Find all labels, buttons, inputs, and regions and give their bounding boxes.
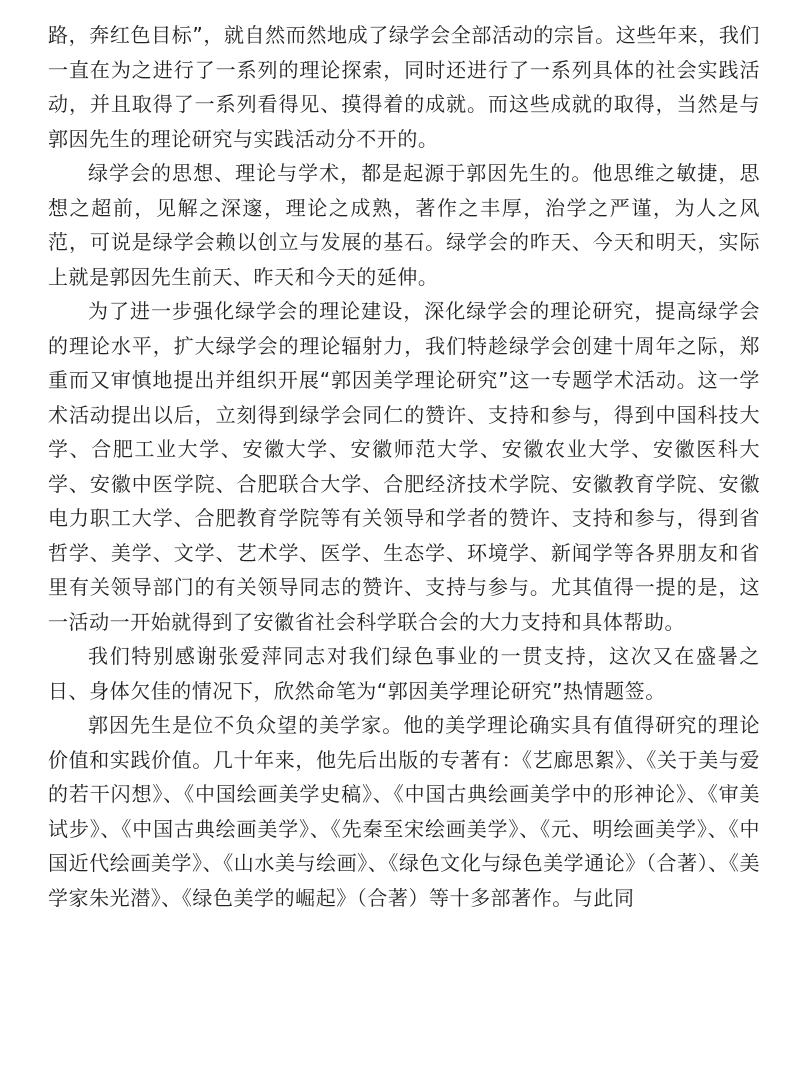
- paragraph-4: 我们特别感谢张爱萍同志对我们绿色事业的一贯支持，这次又在盛暑之日、身体欠佳的情况下，欣然命笔为“郭因美学理论研究”热情题签。: [48, 644, 760, 703]
- paragraph-2: 绿学会的思想、理论与学术，都是起源于郭因先生的。他思维之敏捷，思想之超前，见解之深邃，理论之成熟，著作之丰厚，治学之严谨，为人之风范，可说是绿学会赖以创立与发展的基石。绿学会的昨天、今天和明天，实际上就是郭因先生前天、昨天和今天的延伸。: [48, 161, 760, 289]
- paragraph-3: 为了进一步强化绿学会的理论建设，深化绿学会的理论研究，提高绿学会的理论水平，扩大绿学会的理论辐射力，我们特趁绿学会创建十周年之际，郑重而又审慎地提出并组织开展“郭因美学理论研究”这一专题学术活动。这一学术活动提出以后，立刻得到绿学会同仁的赞许、支持和参与，得到中国科技大学、合肥工业大学、安徽大学、安徽师范大学、安徽农业大学、安徽医科大学、安徽中医学院、合肥联合大学、合肥经济技术学院、安徽教育学院、安徽电力职工大学、合肥教育学院等有关领导和学者的赞许、支持和参与，得到省哲学、美学、文学、艺术学、医学、生态学、环境学、新闻学等各界朋友和省里有关领导部门的有关领导同志的赞许、支持与参与。尤其值得一提的是，这一活动一开始就得到了安徽省社会科学联合会的大力支持和具体帮助。: [48, 299, 760, 634]
- paragraph-1: 路，奔红色目标”，就自然而然地成了绿学会全部活动的宗旨。这些年来，我们一直在为之进行了一系列的理论探索，同时还进行了一系列具体的社会实践活动，并且取得了一系列看得见、摸得着的成就。而这些成就的取得，当然是与郭因先生的理论研究与实践活动分不开的。: [48, 23, 760, 151]
- document-page: [48, 18, 760, 915]
- paragraph-5: 郭因先生是位不负众望的美学家。他的美学理论确实具有值得研究的理论价值和实践价值。几十年来，他先后出版的专著有：《艺廊思絮》、《关于美与爱的若干闪想》、《中国绘画美学史稿》、《中国古典绘画美学中的形神论》、《审美试步》、《中国古典绘画美学》、《先秦至宋绘画美学》、《元、明绘画美学》、《中国近代绘画美学》、《山水美与绘画》、《绿色文化与绿色美学通论》（合著）、《美学家朱光潜》、《绿色美学的崛起》（合著）等十多部著作。与此同: [48, 713, 760, 910]
